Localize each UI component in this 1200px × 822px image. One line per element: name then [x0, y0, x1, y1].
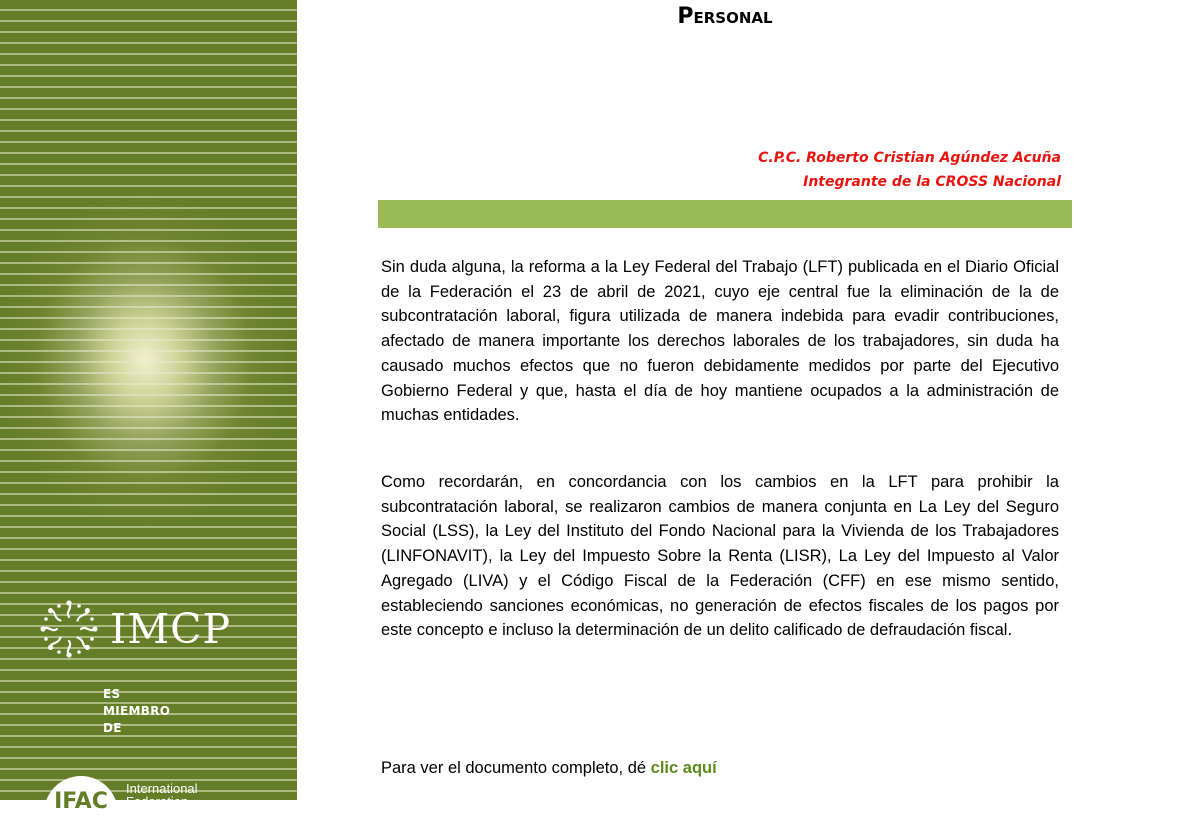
- imcp-emblem-icon: [38, 598, 100, 660]
- member-line: MIEMBRO: [103, 704, 171, 718]
- imcp-logo-text: IMCP: [110, 604, 232, 653]
- section-divider-bar: [378, 200, 1072, 228]
- imcp-logo: [38, 598, 231, 660]
- full-document-link[interactable]: clic aquí: [650, 759, 717, 777]
- author-block: [758, 146, 1061, 194]
- ifac-badge: IFAC: [44, 776, 118, 822]
- body-paragraph: Como recordarán, en concordancia con los cambios en la LFT para prohibir la subcontratación laboral, se realizaron cambios de manera conjunta en La Ley del Seguro Social (LSS), la Ley del Instituto del Fondo Nacional para la Vivienda de los Trabajadores (LINFONAVIT), la Ley del Impuesto Sobre la Renta (LISR), La Ley del Impuesto al Valor Agregado (LIVA) y el Código Fiscal de la Federación (CFF) en ese mismo sentido, estableciendo sanciones económicas, no generación de efectos fiscales de los pagos por este concepto e incluso la determinación de un delito calificado de defraudación fiscal.: [381, 473, 1059, 640]
- full-document-prompt: [381, 757, 717, 779]
- author-name: C.P.C. Roberto Cristian Agúndez Acuña: [758, 150, 1061, 166]
- ifac-logo: [44, 776, 198, 822]
- member-label: [103, 686, 170, 737]
- body-paragraph: Sin duda alguna, la reforma a la Ley Federal del Trabajo (LFT) publicada en el Diario Oficial de la Federación el 23 de abril de 2021, cuyo eje central fue la eliminación de la de subcontratación laboral, figura utilizada de manera indebida para evadir contribuciones, afectado de manera importante los derechos laborales de los trabajadores, sin duda ha causado muchos efectos que no fueron debidamente medidos por parte del Ejecutivo Gobierno Federal y que, hasta el día de hoy mantiene ocupados a la administración de muchas entidades.: [381, 258, 1059, 425]
- author-role: Integrante de la CROSS Nacional: [803, 174, 1061, 190]
- document-title: Personal: [677, 4, 773, 29]
- member-line: ES: [103, 687, 121, 701]
- ifac-name: [126, 782, 198, 808]
- member-line: DE: [103, 721, 122, 735]
- ifac-name-line: Federation: [126, 794, 189, 809]
- ifac-name-line: International: [126, 781, 198, 796]
- cta-text: Para ver el documento completo, dé: [381, 759, 651, 777]
- sidebar: [0, 0, 297, 814]
